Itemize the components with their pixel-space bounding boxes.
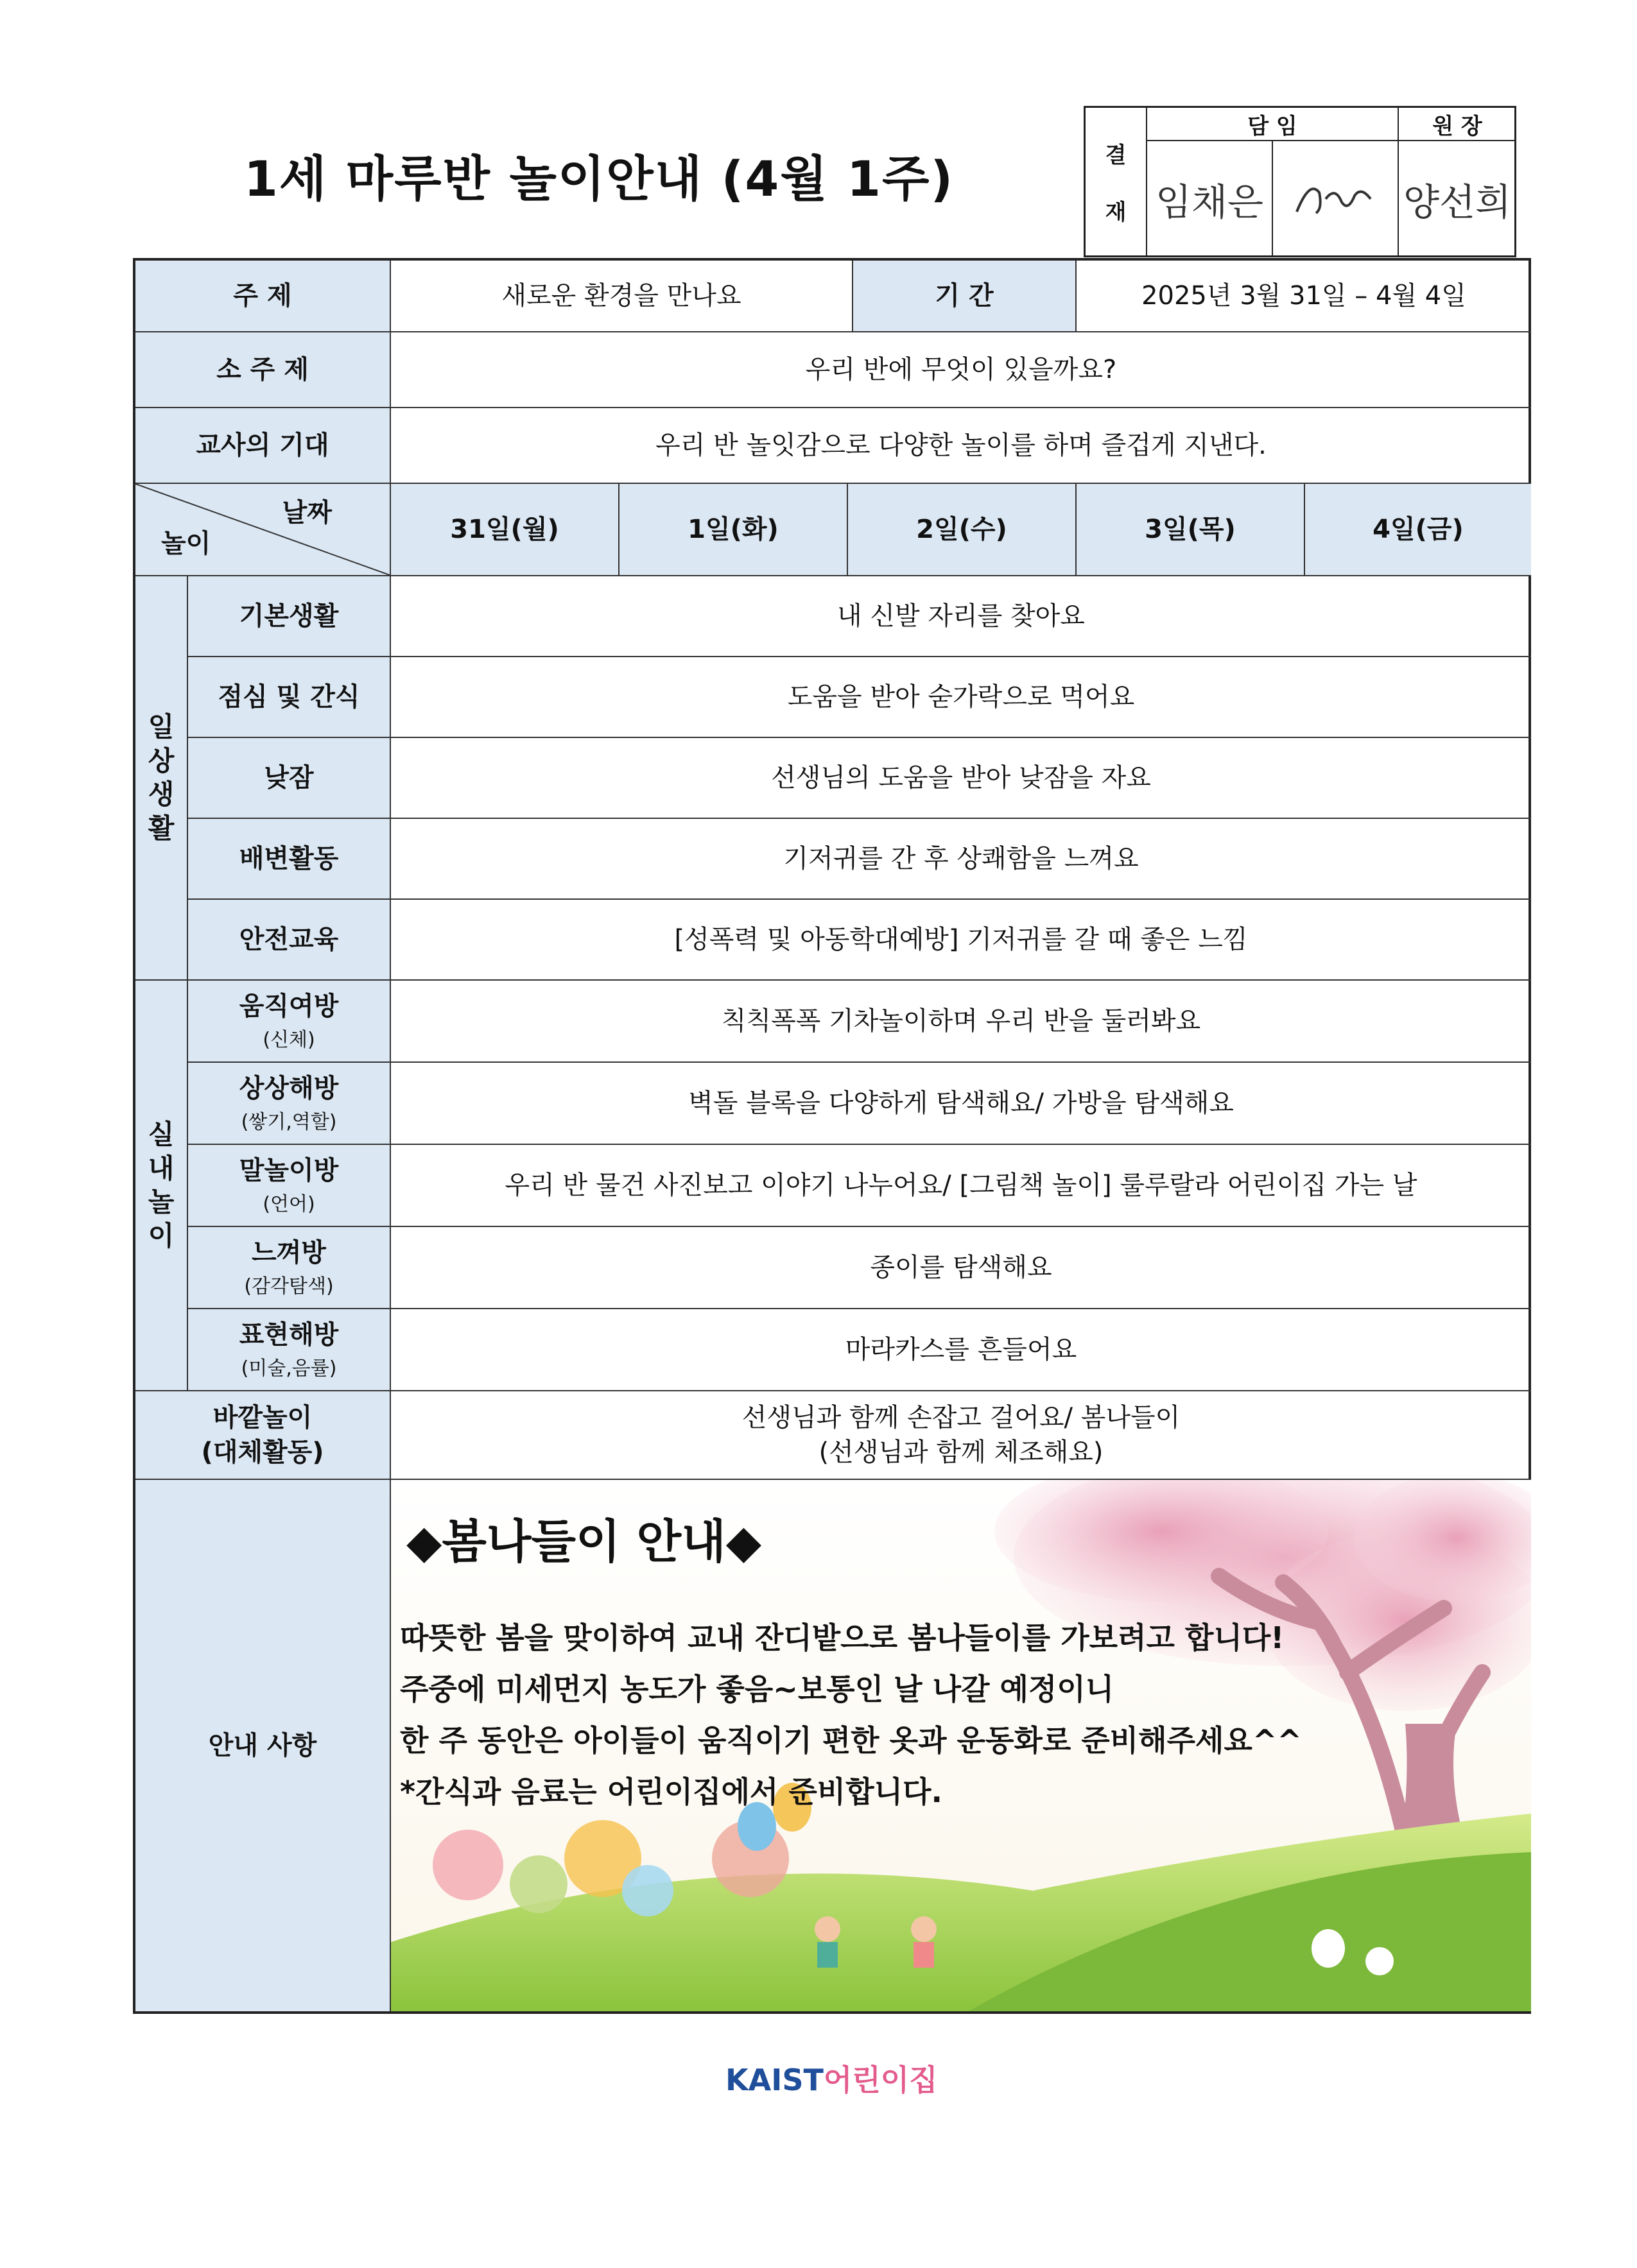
diag-play-label: 놀이	[161, 529, 211, 558]
daily-life-group-label	[135, 576, 188, 981]
daily-row-value: [성폭력 및 아동학대예방] 기저귀를 갈 때 좋은 느낌	[391, 900, 1531, 981]
period-value: 2025년 3월 31일 – 4월 4일	[1077, 261, 1531, 332]
indoor-row-label	[188, 981, 391, 1063]
weekly-plan-table	[133, 258, 1531, 2014]
diag-date-label: 날짜	[282, 498, 332, 528]
day-header: 4일(금)	[1305, 484, 1531, 576]
daily-row-label: 안전교육	[188, 900, 391, 981]
day-header: 31일(월)	[391, 484, 619, 576]
expectation-value: 우리 반 놀잇감으로 다양한 놀이를 하며 즐겁게 지낸다.	[391, 408, 1531, 484]
outdoor-value	[391, 1391, 1531, 1480]
day-header: 3일(목)	[1077, 484, 1305, 576]
theme-label: 주 제	[135, 261, 391, 332]
indoor-sublabel: (신체)	[263, 1028, 315, 1051]
group-char: 이	[148, 1219, 175, 1251]
day-header: 1일(화)	[619, 484, 848, 576]
indoor-row-value: 마라카스를 흔들어요	[391, 1309, 1531, 1391]
daily-row-value: 내 신발 자리를 찾아요	[391, 576, 1531, 657]
group-char: 생	[148, 778, 175, 810]
subtheme-value: 우리 반에 무엇이 있을까요?	[391, 332, 1531, 408]
teacher-header: 담 임	[1147, 108, 1399, 141]
indoor-label: 말놀이방	[239, 1155, 339, 1185]
notice-line: 한 주 동안은 아이들이 움직이기 편한 옷과 운동화로 준비해주세요^^	[400, 1723, 1302, 1758]
theme-value: 새로운 환경을 만나요	[391, 261, 853, 332]
indoor-row-value: 벽돌 블록을 다양하게 탐색해요/ 가방을 탐색해요	[391, 1063, 1531, 1145]
period-label: 기 간	[853, 261, 1077, 332]
notice-panel	[391, 1480, 1531, 2011]
daily-row-label: 낮잠	[188, 738, 391, 819]
indoor-label: 느껴방	[252, 1237, 326, 1267]
indoor-play-group-label	[135, 981, 188, 1391]
approval-box	[1084, 106, 1516, 257]
notice-label: 안내 사항	[135, 1480, 391, 2011]
group-char: 활	[148, 812, 175, 844]
indoor-sublabel: (미술,음률)	[241, 1357, 337, 1380]
director-signature-text: 양선희	[1403, 180, 1512, 224]
expectation-label: 교사의 기대	[135, 408, 391, 484]
teacher-signature	[1147, 141, 1273, 257]
outdoor-value-1: 선생님과 함께 손잡고 걸어요/ 봄나들이	[741, 1403, 1181, 1432]
notice-line: 주중에 미세먼지 농도가 좋음~보통인 날 나갈 예정이니	[400, 1672, 1114, 1706]
indoor-row-value: 칙칙폭폭 기차놀이하며 우리 반을 둘러봐요	[391, 981, 1531, 1063]
indoor-row-label	[188, 1227, 391, 1309]
indoor-row-value: 우리 반 물건 사진보고 이야기 나누어요/ [그림책 놀이] 룰루랄라 어린이집 가는 날	[391, 1145, 1531, 1227]
approval-label-2: 재	[1105, 200, 1127, 225]
director-header: 원 장	[1399, 108, 1516, 141]
logo-daycare: 어린이집	[823, 2063, 938, 2097]
indoor-row-label	[188, 1145, 391, 1227]
notice-line: 따뜻한 봄을 맞이하여 교내 잔디밭으로 봄나들이를 가보려고 합니다!	[400, 1620, 1285, 1655]
outdoor-label-1: 바깥놀이	[212, 1403, 313, 1432]
diagonal-header-cell	[135, 484, 391, 576]
group-char: 실	[148, 1119, 175, 1150]
indoor-sublabel: (언어)	[263, 1192, 315, 1216]
page-title: 1세 마루반 놀이안내 (4월 1주)	[244, 150, 955, 207]
notice-line: *간식과 음료는 어린이집에서 준비합니다.	[400, 1774, 942, 1809]
group-char: 일	[148, 711, 175, 743]
indoor-label: 상상해방	[239, 1073, 339, 1103]
indoor-label: 움직여방	[239, 991, 339, 1021]
indoor-row-label	[188, 1309, 391, 1391]
daily-row-label: 기본생활	[188, 576, 391, 657]
approval-label-1: 결	[1105, 142, 1127, 168]
approval-label	[1086, 108, 1147, 257]
teacher-signature-text: 임채은	[1155, 180, 1264, 224]
daily-row-label: 배변활동	[188, 819, 391, 900]
outdoor-label-2: (대체활동)	[201, 1438, 324, 1467]
handwritten-signature-icon	[1290, 173, 1380, 225]
daily-row-label: 점심 및 간식	[188, 657, 391, 738]
outdoor-value-2: (선생님과 함께 체조해요)	[818, 1438, 1104, 1467]
group-char: 놀	[148, 1186, 175, 1217]
outdoor-label	[135, 1391, 391, 1480]
indoor-sublabel: (감각탐색)	[244, 1275, 334, 1298]
checker-signature	[1273, 141, 1399, 257]
day-header: 2일(수)	[848, 484, 1077, 576]
director-signature	[1399, 141, 1516, 257]
daily-row-value: 도움을 받아 숟가락으로 먹어요	[391, 657, 1531, 738]
indoor-row-label	[188, 1063, 391, 1145]
indoor-label: 표현해방	[239, 1319, 339, 1350]
indoor-row-value: 종이를 탐색해요	[391, 1227, 1531, 1309]
kaist-daycare-logo	[725, 2057, 938, 2099]
daily-row-value: 기저귀를 간 후 상쾌함을 느껴요	[391, 819, 1531, 900]
group-char: 내	[148, 1152, 175, 1184]
logo-kaist: KAIST	[725, 2063, 824, 2097]
daily-row-value: 선생님의 도움을 받아 낮잠을 자요	[391, 738, 1531, 819]
notice-title: ◆봄나들이 안내◆	[406, 1515, 762, 1568]
indoor-sublabel: (쌓기,역할)	[241, 1110, 337, 1133]
subtheme-label: 소 주 제	[135, 332, 391, 408]
group-char: 상	[148, 744, 175, 777]
